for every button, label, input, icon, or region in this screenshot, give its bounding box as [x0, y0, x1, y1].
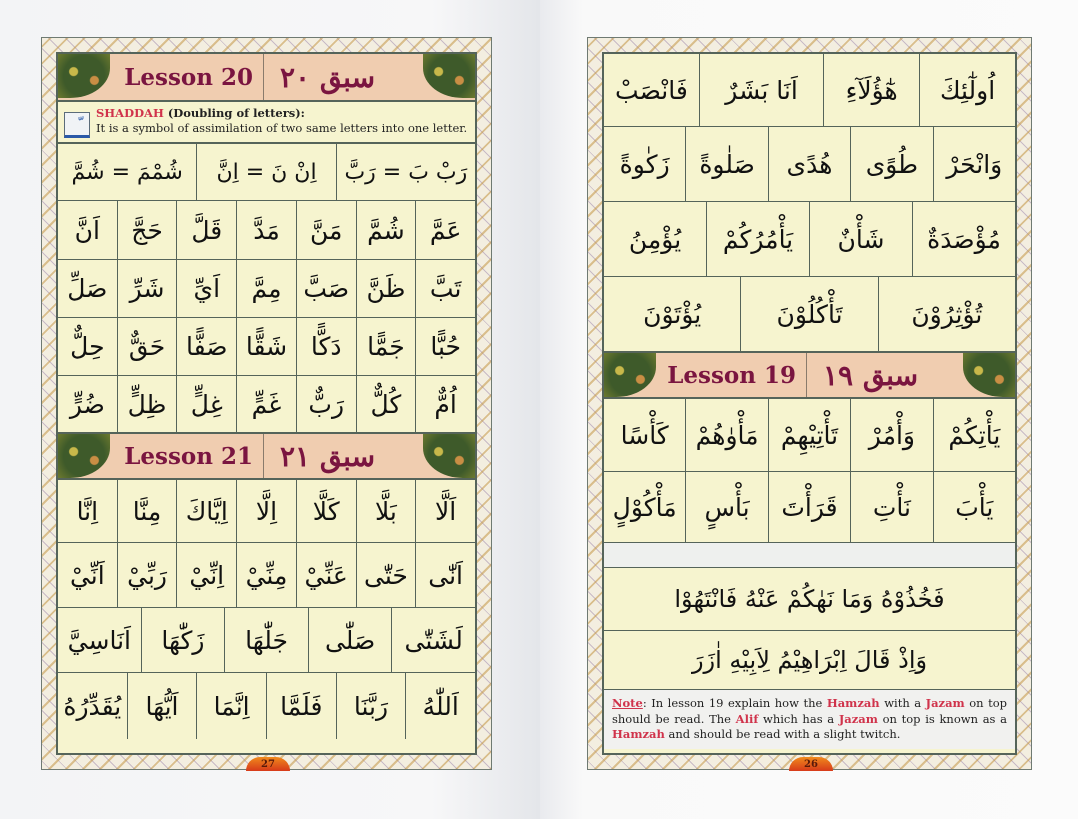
word-cell: اِلَّا: [236, 480, 296, 542]
lesson-19-title-ar: سبق ١٩: [823, 358, 919, 392]
word-cell: زَكّٰهَا: [141, 608, 225, 672]
page-number: 27: [246, 757, 290, 771]
hamzah-row-2: [604, 127, 1015, 202]
word-cell: حُبًّا: [415, 318, 475, 375]
lesson-19-title-en: Lesson 19: [604, 353, 807, 397]
word-cell: عَنِّيْ: [296, 543, 356, 607]
word-cell: قَلَّ: [176, 201, 236, 259]
word-cell: اَنِّيْ: [69, 560, 105, 590]
word-cell: ظِلٍّ: [117, 376, 177, 432]
word-cell: عَمَّ: [415, 201, 475, 259]
lesson-21-title-en: Lesson 21: [58, 434, 264, 478]
word-cell: شَقًّا: [236, 318, 296, 375]
word-cell: نَأْتِ: [850, 472, 932, 542]
word-cell: يَأْبَ: [933, 472, 1015, 542]
word-cell: مَأْوٰهُمْ: [685, 399, 767, 471]
word-cell: قَرَأْتَ: [768, 472, 850, 542]
word-cell: اُولٰٓئِكَ: [919, 54, 1015, 126]
word-cell: صَفًّا: [176, 318, 236, 375]
word-cell: رَبٌّ: [296, 376, 356, 432]
lesson-21-row-2: [58, 543, 475, 608]
word-cell: اِنِّيْ: [176, 543, 236, 607]
word-cell: فَانْصَبْ: [615, 75, 688, 105]
shaddah-symbol-icon: [64, 112, 90, 138]
lesson-20-title-ar: سبق ٢٠: [280, 60, 376, 94]
word-cell: هٰٓؤُلَآءِ: [823, 54, 919, 126]
word-cell: لَشَتّٰى: [391, 608, 475, 672]
shaddah-info: [58, 102, 475, 144]
shaddah-text: It is a symbol of assimilation of two same letters into one letter.: [96, 121, 468, 135]
lesson-20-header: [58, 54, 475, 102]
word-cell: مِنَّا: [117, 480, 177, 542]
lesson-21-row-3: [58, 608, 475, 673]
note-text: and should be read with a slight twitch.: [664, 727, 901, 741]
lesson-20-row-2: [58, 201, 475, 260]
word-cell: اِنَّا: [76, 496, 99, 526]
page-26-content: [602, 52, 1017, 755]
note-label: Note: [612, 696, 643, 710]
word-cell: اَللّٰهُ: [405, 673, 475, 739]
word-cell: اَيِّ: [176, 260, 236, 317]
word-cell: يُقَدِّرُهُ: [63, 691, 122, 721]
lesson-21-header: [58, 434, 475, 480]
shaddah-description: [96, 106, 467, 136]
word-cell: شُمْمَ = شُمَّ: [71, 159, 183, 185]
page-26: [587, 37, 1032, 770]
note-highlight: Jazam: [925, 696, 965, 710]
word-cell: حَجَّ: [117, 201, 177, 259]
word-cell: غَمٍّ: [236, 376, 296, 432]
word-cell: طُوًى: [850, 127, 932, 201]
page-27: [41, 37, 492, 770]
note-text: on top is known as a: [877, 711, 1008, 726]
note-highlight: Jazam: [838, 711, 878, 726]
word-cell: صَلِّ: [67, 274, 108, 303]
page-27-content: [56, 52, 477, 755]
word-cell: مَدَّ: [236, 201, 296, 259]
word-cell: فَلَمَّا: [266, 673, 336, 739]
word-cell: كَأْسًا: [620, 420, 669, 450]
hamzah-row-3: [604, 202, 1015, 277]
sentence-2: وَاِذْ قَالَ اِبْرَاهِيْمُ لِاَبِيْهِ اٰزَرَ: [604, 631, 1015, 690]
lesson-21-row-4: [58, 673, 475, 739]
word-cell: بَلَّا: [356, 480, 416, 542]
word-cell: مَنَّ: [296, 201, 356, 259]
shaddah-subtitle: (Doubling of letters):: [163, 106, 305, 120]
note-text: on top should be read. The: [612, 696, 1007, 726]
word-cell: صَبَّ: [296, 260, 356, 317]
word-cell: يُؤْتَوْنَ: [643, 299, 702, 329]
word-cell: دَكًّا: [296, 318, 356, 375]
word-cell: حَتّٰى: [356, 543, 416, 607]
lesson-20-row-5: [58, 376, 475, 434]
word-cell: رَبِّيْ: [117, 543, 177, 607]
word-cell: كَلَّا: [296, 480, 356, 542]
word-cell: اِنْ نَ = اِنَّ: [196, 144, 335, 200]
note-highlight: Hamzah: [612, 727, 665, 741]
word-cell: اَنَا بَشَرٌ: [699, 54, 823, 126]
hamzah-row-1: [604, 54, 1015, 127]
word-cell: اِيَّاكَ: [176, 480, 236, 542]
word-cell: كُلٌّ: [356, 376, 416, 432]
lesson-20-row-1: [58, 144, 475, 201]
lesson-19-row-2: [604, 472, 1015, 543]
word-cell: اِنَّمَا: [196, 673, 266, 739]
hamzah-row-4: [604, 277, 1015, 353]
word-cell: شَرِّ: [117, 260, 177, 317]
word-cell: شُمَّ: [356, 201, 416, 259]
word-cell: وَأْمُرْ: [850, 399, 932, 471]
lesson-20-row-3: [58, 260, 475, 318]
word-cell: مُؤْصَدَةٌ: [912, 202, 1015, 276]
word-cell: اُمٌّ: [415, 376, 475, 432]
note-text: with a: [879, 696, 926, 710]
lesson-20-title-en: Lesson 20: [58, 54, 264, 100]
word-cell: شَأْنٌ: [809, 202, 912, 276]
note-highlight: Hamzah: [826, 696, 880, 710]
word-cell: غِلٍّ: [176, 376, 236, 432]
lesson-20-row-4: [58, 318, 475, 376]
word-cell: تَبَّ: [415, 260, 475, 317]
word-cell: ضُرٍّ: [69, 389, 105, 419]
word-cell: تُؤْثِرُوْنَ: [878, 277, 1015, 351]
word-cell: حِلٌّ: [70, 332, 105, 361]
note-text: which has a: [758, 711, 839, 726]
word-cell: بَأْسٍ: [685, 472, 767, 542]
word-cell: رَبَّنَا: [336, 673, 406, 739]
word-cell: صَلّٰى: [308, 608, 392, 672]
word-cell: يَأْمُرُكُمْ: [706, 202, 809, 276]
word-cell: صَلٰوةً: [685, 127, 767, 201]
faded-bleed-through-row: [604, 543, 1015, 568]
word-cell: جَمًّا: [356, 318, 416, 375]
note-text: : In lesson 19 explain how the: [642, 696, 827, 710]
word-cell: زَكٰوةً: [619, 149, 670, 179]
note-highlight: Alif: [735, 711, 759, 726]
word-cell: تَأْتِيْهِمْ: [768, 399, 850, 471]
lesson-21-title-ar: سبق ٢١: [280, 439, 376, 473]
word-cell: اَنّٰى: [415, 543, 475, 607]
lesson-19-header: [604, 353, 1015, 399]
page-number: 26: [789, 757, 833, 771]
word-cell: هُدًى: [768, 127, 850, 201]
word-cell: مِنِّيْ: [236, 543, 296, 607]
word-cell: تَأْكُلُوْنَ: [740, 277, 877, 351]
word-cell: مِمَّ: [236, 260, 296, 317]
lesson-21-row-1: [58, 480, 475, 543]
word-cell: جَلّٰهَا: [224, 608, 308, 672]
sentence-1: فَخُذُوْهُ وَمَا نَهٰكُمْ عَنْهُ فَانْتَهُوْا: [604, 568, 1015, 631]
word-cell: ظَنَّ: [356, 260, 416, 317]
word-cell: اَلَّا: [415, 480, 475, 542]
word-cell: اَنَّ: [74, 215, 100, 245]
shaddah-title: SHADDAH: [96, 106, 164, 120]
word-cell: اَيُّهَا: [127, 673, 197, 739]
lesson-19-note: [604, 690, 1015, 749]
word-cell: يَأْتِكُمْ: [933, 399, 1015, 471]
word-cell: اَنَاسِيَّ: [67, 625, 131, 655]
word-cell: حَقٌّ: [117, 318, 177, 375]
lesson-19-row-1: [604, 399, 1015, 472]
word-cell: يُؤْمِنُ: [628, 224, 682, 254]
word-cell: وَانْحَرْ: [933, 127, 1015, 201]
word-cell: رَبْ بَ = رَبَّ: [336, 144, 475, 200]
word-cell: مَأْكُوْلٍ: [612, 492, 677, 522]
